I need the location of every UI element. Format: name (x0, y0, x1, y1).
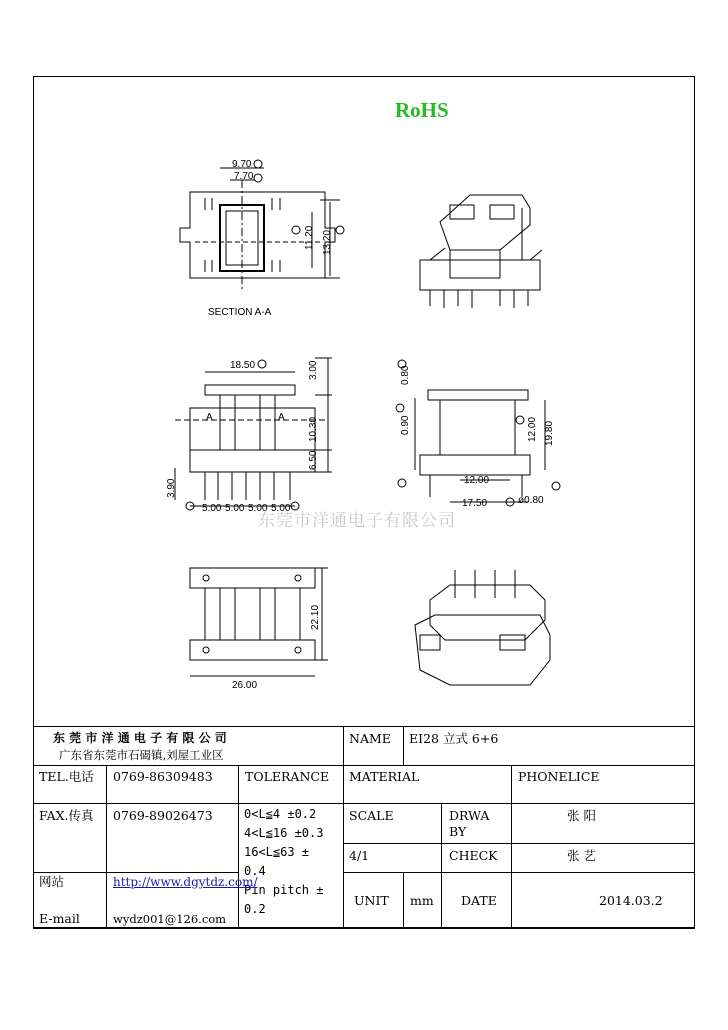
tolerance-values (244, 805, 340, 919)
drawn-by-label: DRWA BY (449, 808, 490, 839)
dim-pitch-4: 5.00 (271, 503, 291, 514)
dim-19-80: 19.80 (544, 420, 555, 446)
dim-pitch-1: 5.00 (202, 503, 222, 514)
company-address: 广东省东莞市石碣镇,刘屋工业区 (59, 748, 224, 762)
check-value: 张 艺 (567, 848, 596, 863)
unit-label: UNIT (354, 893, 389, 908)
dim-11-20: 11.20 (304, 225, 315, 250)
tolerance-line: 0<L≦4 ±0.2 (244, 807, 317, 821)
tolerance-line: Pin pitch ± (244, 883, 324, 897)
dim-26-00: 26.00 (232, 680, 258, 691)
company-watermark: 东莞市洋通电子有限公司 (258, 511, 456, 531)
iso-view-top (420, 195, 542, 308)
section-label: SECTION A-A (208, 307, 272, 318)
web-label: 网站 (39, 874, 65, 889)
dim-3-00: 3.00 (308, 360, 319, 380)
tolerance-line: 0.4 (244, 864, 266, 878)
name-value: EI28 立式 6+6 (409, 731, 499, 746)
dim-pitch-2: 5.00 (225, 503, 245, 514)
dim-13-20: 13.20 (322, 229, 333, 255)
dim-18-50: 18.50 (230, 360, 256, 371)
section-mark-a-right: A (278, 412, 285, 423)
scale-value: 4/1 (349, 848, 370, 863)
date-label: DATE (461, 893, 497, 908)
date-value: 2014.03.2 (599, 893, 663, 908)
dim-6-50: 6.50 (308, 450, 319, 470)
technical-drawing (150, 150, 620, 710)
dim-22-10: 22.10 (310, 604, 321, 630)
dim-0-90: 0.90 (400, 415, 411, 435)
section-view (180, 160, 344, 290)
dim-pitch-3: 5.00 (248, 503, 268, 514)
section-mark-a-left: A (206, 412, 213, 423)
unit-value: mm (410, 893, 434, 908)
dim-12-00-h: 12.00 (464, 475, 490, 486)
email-label: E-mail (39, 911, 80, 926)
tel-value: 0769-86309483 (113, 769, 213, 784)
scale-label: SCALE (349, 808, 394, 823)
tel-label: TEL.电话 (39, 769, 94, 784)
material-label: MATERIAL (349, 769, 420, 784)
dim-pin-dia: ø0.80 (518, 495, 544, 506)
dim-0-80: 0.80 (400, 365, 411, 385)
dim-3-90: 3.90 (166, 478, 177, 498)
company-name: 东 莞 市 洋 通 电 子 有 限 公 司 (53, 731, 227, 745)
email-value: wydz001@126.com (113, 912, 227, 926)
top-view (190, 568, 328, 676)
tolerance-line: 0.2 (244, 902, 266, 916)
tolerance-line: 4<L≦16 ±0.3 (244, 826, 324, 840)
dim-9-70: 9.70 (232, 159, 252, 170)
name-label: NAME (349, 731, 391, 746)
drawn-by-value: 张 阳 (567, 808, 596, 823)
website-link[interactable]: http://www.dgytdz.com/ (113, 875, 258, 889)
dim-7-70: 7.70 (234, 171, 254, 182)
dim-17-50: 17.50 (462, 498, 488, 509)
rohs-mark: RoHS (395, 98, 449, 122)
dim-12-00-v: 12.00 (527, 416, 538, 442)
tolerance-label: TOLERANCE (245, 769, 330, 784)
check-label: CHECK (449, 848, 498, 863)
iso-view-bottom (415, 570, 550, 685)
material-value: PHONELICE (518, 769, 600, 784)
title-block (33, 726, 695, 929)
fax-value: 0769-89026473 (113, 808, 213, 823)
fax-label: FAX.传真 (39, 808, 94, 823)
tolerance-line: 16<L≦63 ± (244, 845, 310, 859)
dim-10-30: 10.30 (308, 416, 319, 442)
